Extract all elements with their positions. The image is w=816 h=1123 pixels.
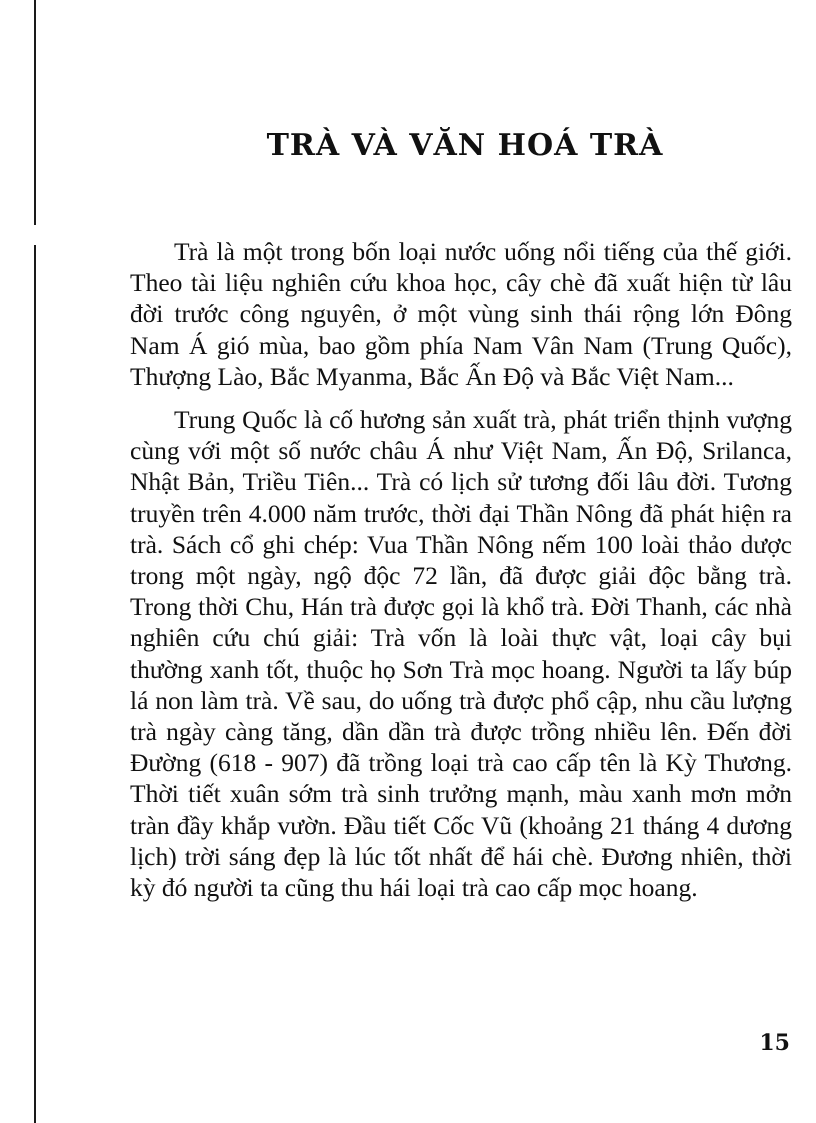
chapter-title: TRÀ VÀ VĂN HOÁ TRÀ — [266, 128, 664, 163]
paragraph-2: Trung Quốc là cố hương sản xuất trà, phát triển thịnh vượng cùng với một số nước châu Á như Việt Nam, Ấn Độ, Srilanca, Nhật Bản, Triều Tiên... Trà có lịch sử tương đối lâu đời. Tương truyền trên 4.000 năm trước, thời đại Thần Nông đã phát hiện ra trà. Sách cổ ghi chép: Vua Thần Nông nếm 100 loài thảo dược trong một ngày, ngộ độc 72 lần, đã được giải độc bằng trà. Trong thời Chu, Hán trà được gọi là khổ trà. Đời Thanh, các nhà nghiên cứu chú giải: Trà vốn là loài thực vật, loại cây bụi thường xanh tốt, thuộc họ Sơn Trà mọc hoang. Người ta lấy búp lá non làm trà. Về sau, do uống trà được phổ cập, nhu cầu lượng trà ngày càng tăng, dần dần trà được trồng nhiều lên. Đến đời Đường (618 - 907) đã trồng loại trà cao cấp tên là Kỳ Thương. Thời tiết xuân sớm trà sinh trưởng mạnh, màu xanh mơn mởn tràn đầy khắp vườn. Đầu tiết Cốc Vũ (khoảng 21 tháng 4 dương lịch) trời sáng đẹp là lúc tốt nhất để hái chè. Đương nhiên, thời kỳ đó người ta cũng thu hái loại trà cao cấp mọc hoang. — [130, 405, 792, 903]
binding-edge-line-top — [34, 0, 36, 225]
paragraph-1: Trà là một trong bốn loại nước uống nổi tiếng của thế giới. Theo tài liệu nghiên cứu khoa học, cây chè đã xuất hiện từ lâu đời trước công nguyên, ở một vùng sinh thái rộng lớn Đông Nam Á gió mùa, bao gồm phía Nam Vân Nam (Trung Quốc), Thượng Lào, Bắc Myanma, Bắc Ấn Độ và Bắc Việt Nam... — [130, 237, 792, 391]
body-text — [130, 236, 792, 903]
page-number: 15 — [759, 1030, 790, 1056]
binding-edge-line-bottom — [34, 245, 36, 1123]
